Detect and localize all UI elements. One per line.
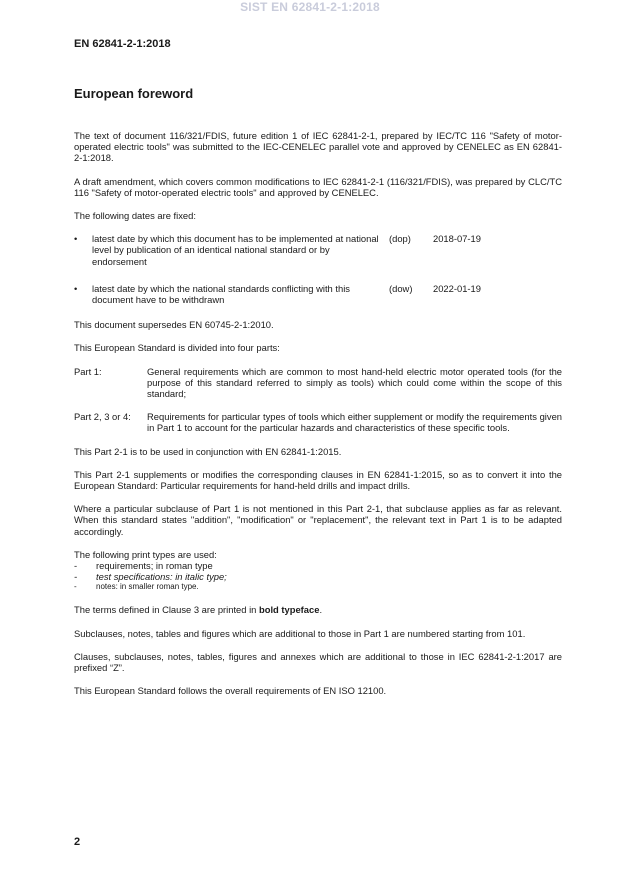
part-item-2-3-4 <box>74 411 562 433</box>
list-item-text: requirements; in roman type <box>96 560 213 572</box>
date-item-text: latest date by which the national standards conflicting with this document have to be withdrawn <box>92 283 350 306</box>
paragraph-supplements: This Part 2-1 supplements or modifies the corresponding clauses in EN 62841-1:2015, so as to convert it into the European Standard: Particular requirements for hand-held drills and impact drills. <box>74 468 562 492</box>
print-types-list <box>74 549 562 593</box>
paragraph-prefix: Clauses, subclauses, notes, tables, figures and annexes which are additional to those in IEC 62841-2-1:2017 are prefixed “Z”. <box>74 650 562 674</box>
list-item <box>74 560 562 571</box>
section-heading: European foreword <box>74 86 194 101</box>
date-item-dow <box>74 283 562 319</box>
part-item-1 <box>74 366 562 400</box>
paragraph-numbering: Subclauses, notes, tables and figures which are additional to those in Part 1 are numbered starting from 101. <box>74 627 526 639</box>
list-item-text: test specifications: in italic type; <box>96 571 227 583</box>
terms-end: . <box>319 604 323 616</box>
part-text: Requirements for particular types of tools which either supplement or modify the requirements given in Part 1 to account for the particular hazards and characteristics of these specific tools. <box>147 411 562 434</box>
list-item <box>74 582 562 592</box>
bullet-icon: • <box>74 233 78 245</box>
bullet-icon: • <box>74 283 78 295</box>
date-item-dop <box>74 233 562 283</box>
paragraph-draft-amendment: A draft amendment, which covers common modifications to IEC 62841-2-1 (116/321/FDIS), was prepared by CLC/TC 116 "Safety of motor-operated electric tools" and approved by CENELEC. <box>74 175 562 198</box>
dash-icon: - <box>74 582 77 592</box>
paragraph-subclause-rule: Where a particular subclause of Part 1 is not mentioned in this Part 2-1, that subclause applies as far as relevant. When this standard states "addition", "modification" or "replacement", the relevant text in Part 1 is to be adapted accordingly. <box>74 503 562 537</box>
part-label: Part 2, 3 or 4: <box>74 411 131 423</box>
paragraph-fdis: The text of document 116/321/FDIS, future edition 1 of IEC 62841-2-1, prepared by IEC/TC 116 "Safety of motor-operated electric tools" was submitted to the IEC-CENELEC parallel vote and approved by CENELEC as EN 62841-2-1:2018. <box>74 130 562 164</box>
dash-icon: - <box>74 571 78 583</box>
part-text: General requirements which are common to most hand-held electric motor operated tools (for the purpose of this standard referred to simply as tools) which could come within the scope of this standard; <box>147 365 562 400</box>
list-item <box>74 571 562 582</box>
page-number: 2 <box>74 836 81 848</box>
date-item-text: latest date by which this document has to be implemented at national level by publication of an identical national standard or by endorsement <box>92 233 379 267</box>
date-item-abbr: (dop) <box>389 233 411 245</box>
dash-icon: - <box>74 560 78 572</box>
watermark: SIST EN 62841-2-1:2018 <box>240 0 380 14</box>
paragraph-supersedes: This document supersedes EN 60745-2-1:2010. <box>74 319 274 331</box>
part-label: Part 1: <box>74 365 102 377</box>
paragraph-conjunction: This Part 2-1 is to be used in conjunction with EN 62841-1:2015. <box>74 445 342 457</box>
date-item-abbr: (dow) <box>389 283 413 295</box>
foreword-body <box>74 130 562 708</box>
paragraph-parts-intro: This European Standard is divided into four parts: <box>74 342 280 354</box>
terms-text: The terms defined in Clause 3 are printed in <box>74 604 259 616</box>
print-types-intro: The following print types are used: <box>74 548 217 560</box>
paragraph-dates-intro: The following dates are fixed: <box>74 210 196 222</box>
document-id: EN 62841-2-1:2018 <box>74 38 171 50</box>
date-item-date: 2022-01-19 <box>433 283 481 295</box>
list-item-text: notes: in smaller roman type. <box>96 582 199 592</box>
terms-bold-text: bold typeface <box>259 604 320 616</box>
date-item-date: 2018-07-19 <box>433 233 481 245</box>
paragraph-terms <box>74 604 562 615</box>
paragraph-iso: This European Standard follows the overall requirements of EN ISO 12100. <box>74 685 387 697</box>
